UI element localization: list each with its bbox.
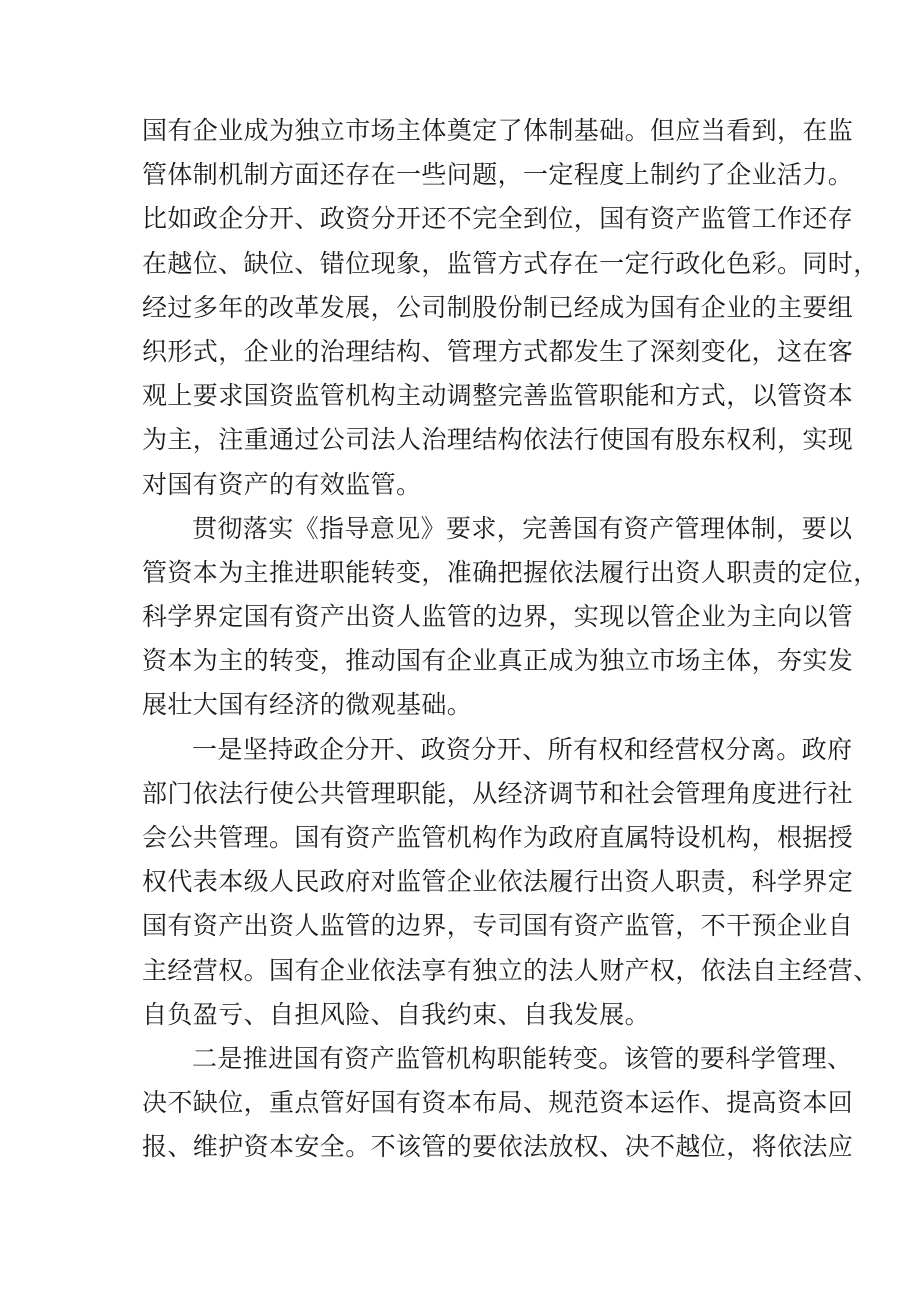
paragraph-line: 管资本为主推进职能转变，准确把握依法履行出资人职责的定位， <box>142 557 879 587</box>
paragraph-line: 一是坚持政企分开、政资分开、所有权和经营权分离。政府 <box>192 734 853 764</box>
paragraph-line: 对国有资产的有效监管。 <box>142 469 422 499</box>
paragraph-line: 织形式，企业的治理结构、管理方式都发生了深刻变化，这在客 <box>142 336 854 366</box>
paragraph-line: 国有资产出资人监管的边界，专司国有资产监管，不干预企业自 <box>142 911 854 941</box>
paragraph-line: 会公共管理。国有资产监管机构作为政府直属特设机构，根据授 <box>142 823 854 852</box>
paragraph-line: 在越位、缺位、错位现象，监管方式存在一定行政化色彩。同时， <box>142 248 879 278</box>
paragraph-line: 科学界定国有资产出资人监管的边界，实现以管企业为主向以管 <box>142 602 854 632</box>
paragraph-line: 展壮大国有经济的微观基础。 <box>142 690 473 720</box>
paragraph-line: 主经营权。国有企业依法享有独立的法人财产权，依法自主经营、 <box>142 955 879 985</box>
paragraph <box>142 109 879 507</box>
paragraph <box>142 728 879 1037</box>
paragraph-line: 经过多年的改革发展，公司制股份制已经成为国有企业的主要组 <box>142 292 854 322</box>
paragraph-line: 资本为主的转变，推动国有企业真正成为独立市场主体，夯实发 <box>142 646 854 676</box>
document-body <box>142 109 879 1170</box>
paragraph-line: 二是推进国有资产监管机构职能转变。该管的要科学管理、 <box>192 1043 853 1073</box>
paragraph-line: 国有企业成为独立市场主体奠定了体制基础。但应当看到，在监 <box>142 116 854 145</box>
paragraph-line: 决不缺位，重点管好国有资本布局、规范资本运作、提高资本回 <box>142 1088 854 1118</box>
paragraph-line: 权代表本级人民政府对监管企业依法履行出资人职责，科学界定 <box>142 867 854 897</box>
paragraph-line: 管体制机制方面还存在一些问题，一定程度上制约了企业活力。 <box>142 160 854 190</box>
paragraph-line: 观上要求国资监管机构主动调整完善监管职能和方式，以管资本 <box>142 381 854 411</box>
paragraph-line: 比如政企分开、政资分开还不完全到位，国有资产监管工作还存 <box>142 204 854 234</box>
paragraph-line: 自负盈亏、自担风险、自我约束、自我发展。 <box>142 999 651 1029</box>
paragraph-line: 为主，注重通过公司法人治理结构依法行使国有股东权利，实现 <box>142 425 854 455</box>
paragraph <box>142 507 879 728</box>
paragraph-line: 部门依法行使公共管理职能，从经济调节和社会管理角度进行社 <box>142 778 854 808</box>
paragraph <box>142 1037 854 1170</box>
paragraph-line: 贯彻落实《指导意见》要求，完善国有资产管理体制，要以 <box>192 513 853 543</box>
paragraph-line: 报、维护资本安全。不该管的要依法放权、决不越位，将依法应 <box>142 1132 854 1162</box>
